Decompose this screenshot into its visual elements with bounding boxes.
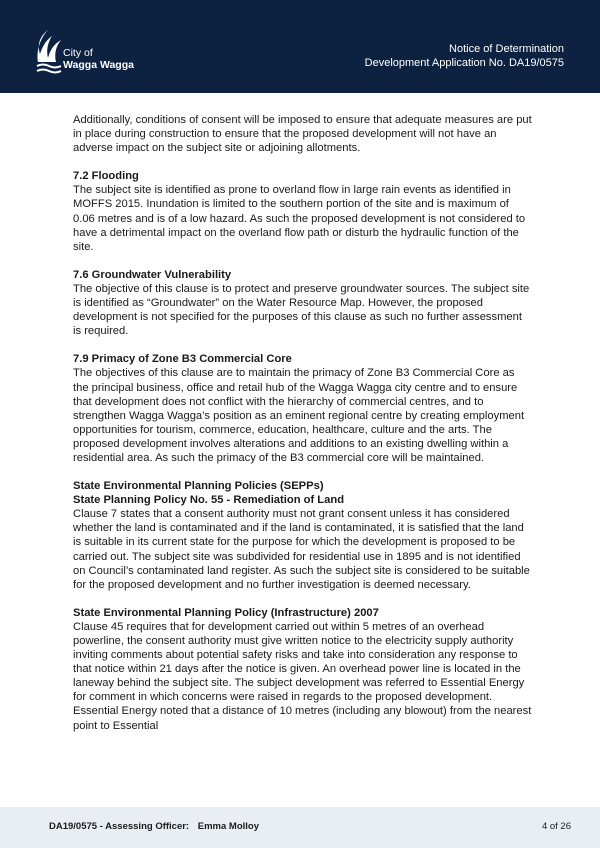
section-body-sepp55: Clause 7 states that a consent authority must not grant consent unless it has considered whether the land is contaminated and if the land is contaminated, it is satisfied that the land is suitable in its current state for the purpose for which the development is proposed to be carried out. The subject site was subdivided for residential use in 1895 and is not identified on Council’s contaminated land register. As such the subject site is considered to be suitable for the proposed development and no further investigation is deemed necessary. [73,508,530,591]
section-heading-groundwater: 7.6 Groundwater Vulnerability [73,268,232,281]
section-heading-primacy-b3: 7.9 Primacy of Zone B3 Commercial Core [73,353,292,366]
page-header [0,0,600,93]
page-number: 4 of 26 [541,821,571,832]
section-heading-sepps: State Environmental Planning Policies (SEPPs) [73,480,324,493]
document-title-line-1: Notice of Determination [449,43,564,55]
page-footer [0,807,600,848]
logo-line-1: City of [63,47,93,59]
document-title [365,42,564,70]
city-logo [34,28,154,76]
document-title-line-2: Development Application No. DA19/0575 [364,57,564,69]
section-subheading-sepp55: State Planning Policy No. 55 - Remediation of Land [73,494,345,507]
section-heading-flooding: 7.2 Flooding [73,170,139,183]
document-body [73,113,533,733]
section-body-flooding: The subject site is identified as prone to overland flow in large rain events as identified in MOFFS 2015. Inundation is limited to the southern portion of the site and is maximum of 0.06 metres and is of a low hazard. As such the proposed development is not considered to have a detrimental impact on the overland flow path or disturb the hydraulic function of the site. [73,184,526,253]
intro-paragraph: Additionally, conditions of consent will be imposed to ensure that adequate measures are put in place during construction to ensure that the proposed development will not have an adverse impact on the subject site or adjoining allotments. [73,114,532,155]
logo-line-2: Wagga Wagga [63,59,134,71]
footer-assessing-officer [49,821,259,832]
footer-officer-name: Emma Molloy [197,821,259,832]
section-body-primacy-b3: The objectives of this clause are to maintain the primacy of Zone B3 Commercial Core as the principal business, office and retail hub of the Wagga Wagga city centre and to ensure that development does not conflict with the hierarchy of commercial centres, and to strengthen Wagga Wagga’s position as an eminent regional centre by creating employment opportunities for tourism, commerce, education, healthcare, culture and the arts. The proposed development involves alterations and additions to an existing dwelling within a residential area. As such the primacy of the B3 commercial core will be maintained. [73,367,525,464]
section-body-groundwater: The objective of this clause is to protect and preserve groundwater sources. The subject site is identified as “Groundwater” on the Water Resource Map. However, the proposed development is not specified for the purposes of this clause as such no further assessment is required. [73,282,530,338]
section-body-infrastructure: Clause 45 requires that for development carried out within 5 metres of an overhead powerline, the consent authority must give written notice to the electricity supply authority inviting comments about potential safety risks and take into consideration any response to that notice within 21 days after the notice is given. An overhead power line is located in the laneway behind the subject site. The subject development was referred to Essential Energy for comment in which concerns were raised in regards to the proposed development. Essential Energy noted that a distance of 10 metres (including any blowout) from the nearest point to Essential [73,620,532,732]
section-heading-infrastructure: State Environmental Planning Policy (Infrastructure) 2007 [73,606,379,619]
wagga-wagga-logo-icon [34,28,64,74]
footer-prefix: DA19/0575 - Assessing Officer: [49,821,190,832]
